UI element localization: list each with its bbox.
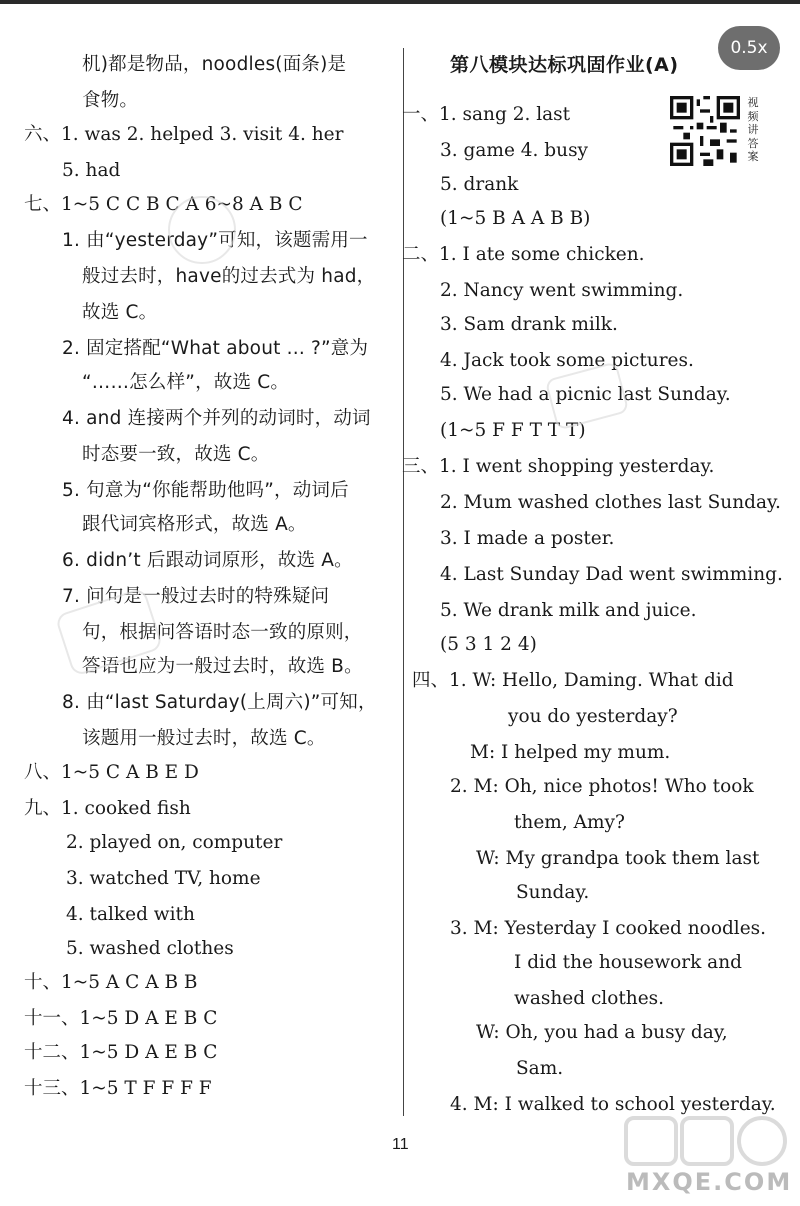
section-7-answers: 七、1~5 C C B C A 6~8 A B C	[24, 194, 303, 215]
explanation-line: 7. 问句是一般过去时的特殊疑问	[62, 586, 330, 607]
section-4-dialogue: washed clothes.	[514, 988, 665, 1009]
watermark-text: MXQE.COM	[626, 1168, 793, 1196]
section-1-answers: 一、1. sang 2. last	[402, 104, 571, 125]
explanation-line: 答语也应为一般过去时，故选 B。	[82, 656, 363, 677]
column-divider	[403, 48, 404, 1116]
section-9-answers: 5. washed clothes	[66, 938, 234, 959]
explanation-line: 4. and 连接两个并列的动词时，动词	[62, 408, 371, 429]
section-1-answers: 5. drank	[440, 174, 519, 195]
section-4-dialogue: 3. M: Yesterday I cooked noodles.	[450, 918, 767, 939]
section-2-answers: 2. Nancy went swimming.	[440, 280, 684, 301]
section-6-answers: 5. had	[62, 160, 121, 181]
section-13-answers: 十三、1~5 T F F F F	[24, 1078, 212, 1099]
section-2-answers: 5. We had a picnic last Sunday.	[440, 384, 731, 405]
section-4-dialogue: them, Amy?	[514, 812, 625, 833]
section-3-answers: 三、1. I went shopping yesterday.	[402, 456, 715, 477]
section-3-answers: (5 3 1 2 4)	[440, 634, 537, 655]
top-rule	[0, 0, 800, 4]
section-10-answers: 十、1~5 A C A B B	[24, 972, 198, 993]
section-4-dialogue: Sunday.	[516, 882, 590, 903]
section-2-answers: 3. Sam drank milk.	[440, 314, 618, 335]
section-9-answers: 4. talked with	[66, 904, 195, 925]
explanation-line: “……怎么样”，故选 C。	[82, 372, 290, 393]
section-9-answers: 3. watched TV, home	[66, 868, 261, 889]
explanation-line: 故选 C。	[82, 302, 158, 323]
explanation-line: 该题用一般过去时，故选 C。	[82, 728, 326, 749]
section-9-answers: 2. played on, computer	[66, 832, 283, 853]
explanation-line: 5. 句意为“你能帮助他吗”，动词后	[62, 480, 349, 501]
section-6-answers: 六、1. was 2. helped 3. visit 4. her	[24, 124, 344, 145]
explanation-line: 2. 固定搭配“What about ... ?”意为	[62, 338, 369, 359]
explanation-line: 般过去时，have的过去式为 had，	[82, 266, 376, 287]
section-4-dialogue: 4. M: I walked to school yesterday.	[450, 1094, 776, 1115]
explanation-line: 跟代词宾格形式，故选 A。	[82, 514, 307, 535]
qr-caption: 视频讲答案	[747, 96, 759, 163]
text-line: 食物。	[82, 90, 139, 111]
section-4-dialogue: I did the housework and	[514, 952, 742, 973]
section-4-dialogue: W: Oh, you had a busy day,	[476, 1022, 728, 1043]
explanation-line: 6. didn’t 后跟动词原形，故选 A。	[62, 550, 353, 571]
explanation-line: 句，根据问答语时态一致的原则，	[82, 622, 363, 643]
explanation-line: 1. 由“yesterday”可知，该题需用一	[62, 230, 368, 251]
section-1-answers: (1~5 B A A B B)	[440, 208, 591, 229]
page-number: 11	[392, 1136, 409, 1153]
section-3-answers: 2. Mum washed clothes last Sunday.	[440, 492, 781, 513]
page-title: 第八模块达标巩固作业(A)	[450, 54, 679, 76]
section-2-answers: 4. Jack took some pictures.	[440, 350, 694, 371]
section-4-dialogue: M: I helped my mum.	[470, 742, 671, 763]
faint-stamp	[168, 196, 236, 264]
qr-code-icon[interactable]	[670, 96, 740, 166]
section-4-dialogue: Sam.	[516, 1058, 564, 1079]
section-4-dialogue: 2. M: Oh, nice photos! Who took	[450, 776, 754, 797]
section-9-answers: 九、1. cooked fish	[24, 798, 191, 819]
playback-speed-badge[interactable]: 0.5x	[718, 26, 780, 70]
section-4-dialogue: you do yesterday?	[508, 706, 678, 727]
section-3-answers: 5. We drank milk and juice.	[440, 600, 697, 621]
section-3-answers: 4. Last Sunday Dad went swimming.	[440, 564, 783, 585]
section-1-answers: 3. game 4. busy	[440, 140, 589, 161]
section-12-answers: 十二、1~5 D A E B C	[24, 1042, 218, 1063]
section-2-answers: 二、1. I ate some chicken.	[402, 244, 645, 265]
section-4-dialogue: W: My grandpa took them last	[476, 848, 760, 869]
section-2-answers: (1~5 F F T T T)	[440, 420, 586, 441]
text-line: 机)都是物品，noodles(面条)是	[82, 54, 347, 75]
explanation-line: 8. 由“last Saturday(上周六)”可知，	[62, 692, 377, 713]
explanation-line: 时态要一致，故选 C。	[82, 444, 270, 465]
section-4-dialogue: 四、1. W: Hello, Daming. What did	[412, 670, 734, 691]
section-8-answers: 八、1~5 C A B E D	[24, 762, 199, 783]
section-11-answers: 十一、1~5 D A E B C	[24, 1008, 218, 1029]
section-3-answers: 3. I made a poster.	[440, 528, 615, 549]
